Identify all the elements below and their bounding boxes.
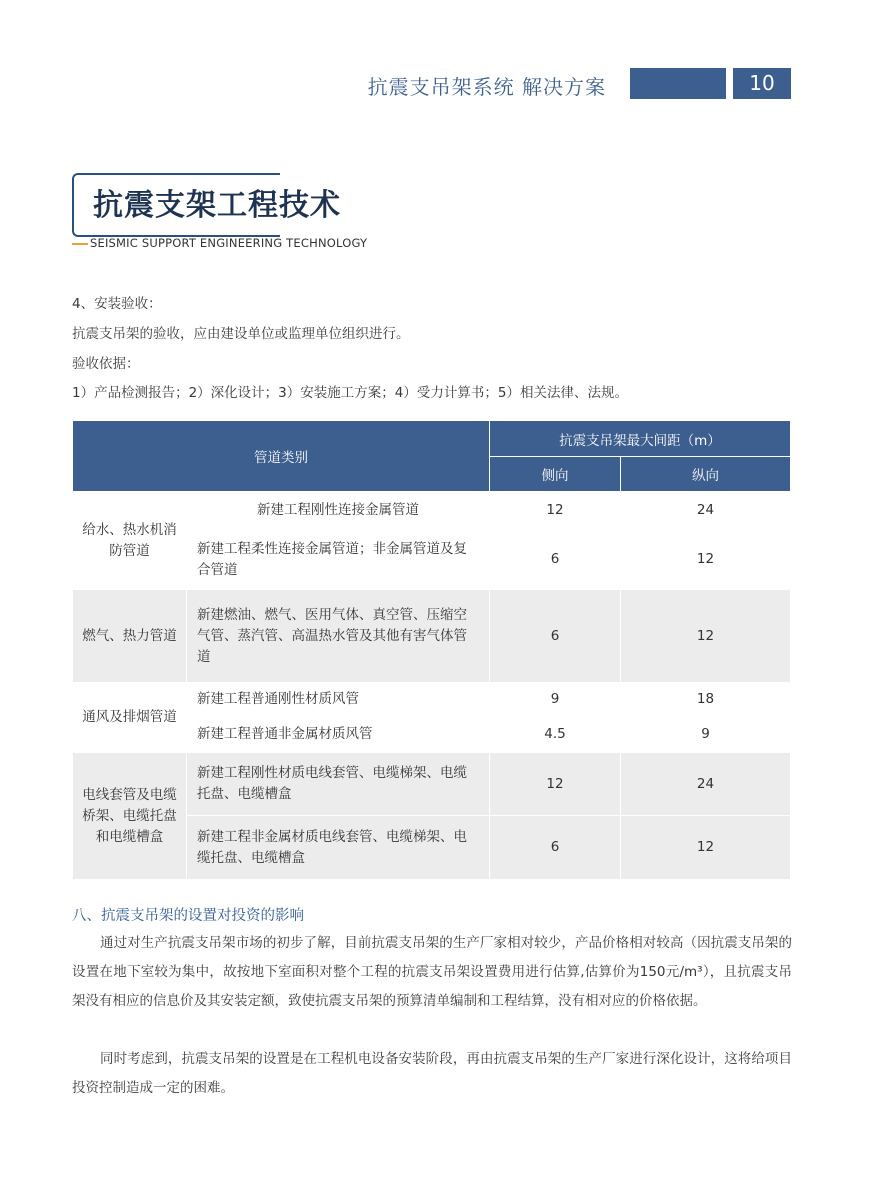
table-row — [73, 492, 791, 530]
table-row — [73, 590, 791, 683]
longitudinal-spacing: 12 — [621, 816, 791, 880]
lateral-spacing: 6 — [490, 590, 621, 683]
header-lateral: 侧向 — [490, 457, 621, 492]
lateral-spacing: 4.5 — [490, 717, 621, 753]
lateral-spacing: 12 — [490, 753, 621, 816]
document-header-title: 抗震支吊架系统 解决方案 — [367, 75, 606, 99]
longitudinal-spacing: 12 — [621, 530, 791, 590]
lateral-spacing: 12 — [490, 492, 621, 530]
support-spacing-table — [72, 420, 791, 880]
section-title: 抗震支架工程技术 — [93, 188, 341, 223]
lateral-spacing: 6 — [490, 530, 621, 590]
header-accent-bar — [630, 68, 726, 99]
longitudinal-spacing: 12 — [621, 590, 791, 683]
header-pipe-category: 管道类别 — [73, 421, 490, 492]
pipe-description: 新建工程刚性连接金属管道 — [187, 492, 490, 530]
longitudinal-spacing: 24 — [621, 492, 791, 530]
investment-heading: 八、抗震支吊架的设置对投资的影响 — [72, 908, 304, 924]
investment-paragraph-1: 通过对生产抗震支吊架市场的初步了解，目前抗震支吊架的生产厂家相对较少，产品价格相对较高（因抗震支吊架的设置在地下室较为集中，故按地下室面积对整个工程的抗震支吊架设置费用进行估算,估算价为150元/m³），且抗震支吊架没有相应的信息价及其安装定额，致使抗震支吊架的预算清单编制和工程结算，没有相对应的价格依据。 — [72, 935, 792, 1009]
table-row — [73, 683, 791, 717]
category-cell: 燃气、热力管道 — [73, 590, 187, 683]
longitudinal-spacing: 24 — [621, 753, 791, 816]
category-cell: 电线套管及电缆桥架、电缆托盘和电缆槽盒 — [73, 753, 187, 880]
header-longitudinal: 纵向 — [621, 457, 791, 492]
acceptance-basis-label: 验收依据： — [72, 356, 140, 372]
category-cell: 给水、热水机消防管道 — [73, 492, 187, 590]
pipe-description: 新建燃油、燃气、医用气体、真空管、压缩空气管、蒸汽管、高温热水管及其他有害气体管道 — [187, 590, 490, 683]
lateral-spacing: 9 — [490, 683, 621, 717]
acceptance-line: 抗震支吊架的验收，应由建设单位或监理单位组织进行。 — [72, 326, 410, 342]
investment-paragraph-2: 同时考虑到，抗震支吊架的设置是在工程机电设备安装阶段，再由抗震支吊架的生产厂家进行深化设计，这将给项目投资控制造成一定的困难。 — [72, 1051, 792, 1096]
longitudinal-spacing: 18 — [621, 683, 791, 717]
longitudinal-spacing: 9 — [621, 717, 791, 753]
pipe-description: 新建工程非金属材质电线套管、电缆梯架、电缆托盘、电缆槽盒 — [187, 816, 490, 880]
page-number: 10 — [733, 68, 791, 99]
table-row — [73, 753, 791, 816]
lateral-spacing: 6 — [490, 816, 621, 880]
pipe-description: 新建工程柔性连接金属管道；非金属管道及复合管道 — [187, 530, 490, 590]
pipe-description: 新建工程普通非金属材质风管 — [187, 717, 490, 753]
section-subtitle-dash — [72, 243, 88, 245]
pipe-description: 新建工程刚性材质电线套管、电缆梯架、电缆托盘、电缆槽盒 — [187, 753, 490, 816]
category-cell: 通风及排烟管道 — [73, 683, 187, 753]
pipe-description: 新建工程普通刚性材质风管 — [187, 683, 490, 717]
header-max-spacing: 抗震支吊架最大间距（m） — [490, 421, 791, 457]
acceptance-heading: 4、安装验收： — [72, 296, 162, 312]
acceptance-basis-items: 1）产品检测报告；2）深化设计；3）安装施工方案；4）受力计算书；5）相关法律、法规。 — [72, 385, 628, 401]
section-subtitle: SEISMIC SUPPORT ENGINEERING TECHNOLOGY — [90, 236, 368, 250]
